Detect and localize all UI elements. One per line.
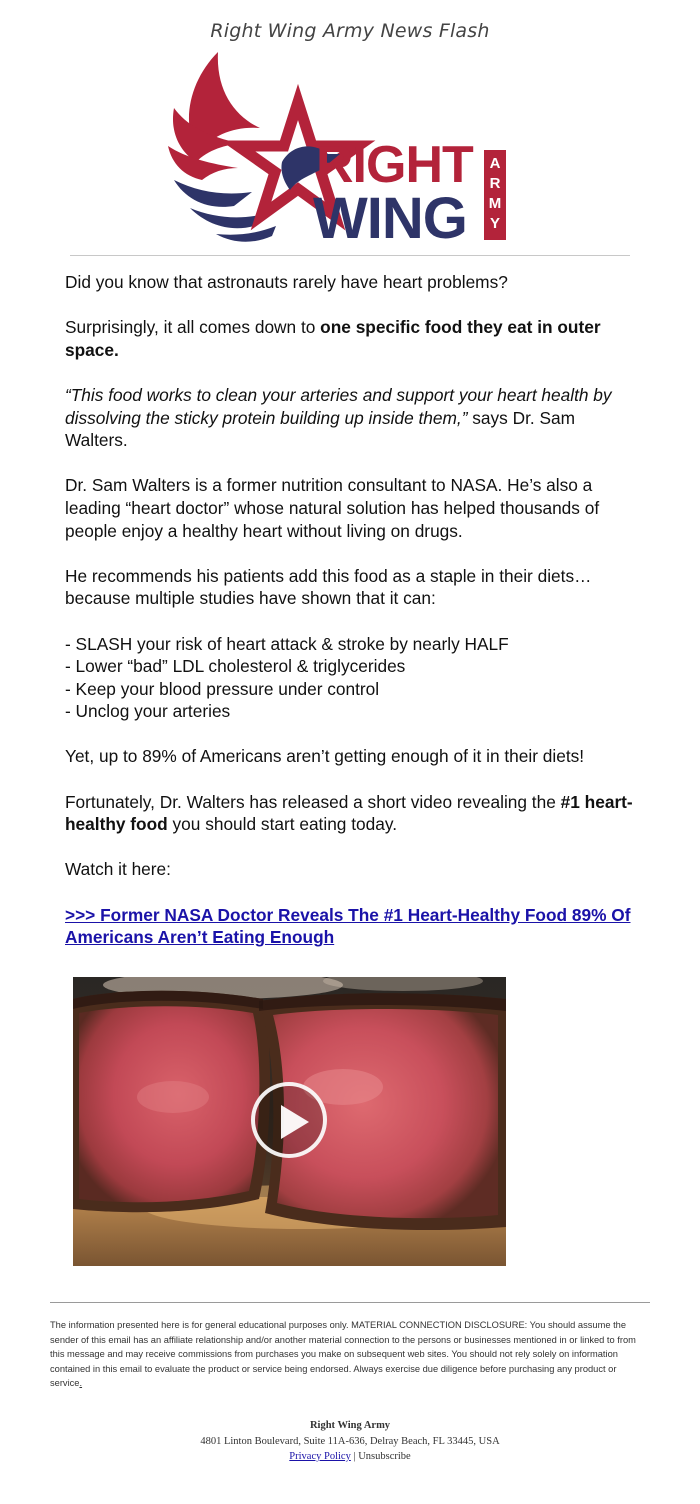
wing-feather-navy-3: [216, 226, 276, 242]
paragraph-quote: [65, 384, 640, 452]
unsubscribe-link[interactable]: Unsubscribe: [358, 1451, 411, 1463]
logo-word-right: RIGHT: [316, 136, 473, 194]
benefit-item: - Lower “bad” LDL cholesterol & triglycerides: [65, 656, 406, 677]
benefit-item: - Unclog your arteries: [65, 701, 231, 722]
video-intro-tail: you should start eating today.: [167, 814, 398, 835]
privacy-policy-link[interactable]: Privacy Policy: [289, 1451, 351, 1463]
footer-links: [0, 1449, 700, 1465]
play-icon: [281, 1105, 309, 1139]
paragraph-statistic: Yet, up to 89% of Americans aren’t getting enough of it in their diets!: [65, 746, 585, 767]
cta-link[interactable]: >>> Former NASA Doctor Reveals The #1 Heart-Healthy Food 89% Of Americans Aren’t Eating Enough: [65, 904, 631, 948]
footer-divider: [50, 1302, 650, 1303]
footer-link-separator: |: [350, 1451, 359, 1463]
footer-address: 4801 Linton Boulevard, Suite 11A-636, Delray Beach, FL 33445, USA: [200, 1435, 500, 1447]
quote-attribution: says Dr. Sam Walters.: [65, 407, 576, 451]
army-letter-a: A: [489, 155, 501, 172]
benefit-item: - SLASH your risk of heart attack & stroke by nearly HALF: [65, 633, 509, 654]
benefits-list: [65, 633, 640, 723]
paragraph-video-intro: [65, 791, 640, 836]
email-body: [65, 271, 640, 971]
hook-bold: one specific food they eat in outer space.: [65, 317, 601, 360]
army-letter-m: M: [488, 195, 502, 212]
paragraph-recommendation: He recommends his patients add this food as a staple in their diets… because multiple studies have shown that it can:: [65, 565, 592, 609]
video-thumbnail[interactable]: [73, 977, 506, 1266]
header-divider: [70, 255, 630, 256]
play-button[interactable]: [251, 1082, 327, 1158]
army-letter-y: Y: [489, 215, 501, 232]
quote-text: “This food works to clean your arteries and support your heart health by dissolving the sticky protein building up inside them,”: [65, 384, 612, 428]
disclaimer: [50, 1318, 650, 1391]
disclaimer-trailing-link[interactable]: .: [79, 1378, 83, 1389]
right-wing-army-logo[interactable]: [168, 50, 518, 246]
cta-paragraph: [65, 904, 640, 949]
video-intro-lead: Fortunately, Dr. Walters has released a short video revealing the: [65, 791, 561, 812]
newsletter-title: Right Wing Army News Flash: [210, 20, 490, 42]
paragraph-intro: Did you know that astronauts rarely have heart problems?: [65, 272, 508, 292]
footer: [0, 1418, 700, 1465]
disclaimer-text: The information presented here is for general educational purposes only. MATERIAL CONNECTION DISCLOSURE: You should assume the sender of this email has an affiliate relationship and/or another material connection to the persons or businesses mentioned in or linked to from this message and may receive commissions from purchases you make on subsequent web sites. You should not rely solely on information contained in this email to evaluate the product or service being endorsed. Always exercise due diligence before purchasing any product or service: [50, 1320, 636, 1389]
video-intro-bold: #1 heart-healthy food: [65, 791, 633, 835]
logo-word-wing: WING: [313, 186, 467, 246]
wing-feather-navy-1: [174, 180, 252, 207]
paragraph-watch: Watch it here:: [65, 859, 171, 880]
paragraph-doctor-bio: Dr. Sam Walters is a former nutrition consultant to NASA. He’s also a leading “heart doctor” whose natural solution has helped thousands of people enjoy a healthy heart without living on drugs.: [65, 475, 600, 541]
hook-text: Surprisingly, it all comes down to: [65, 317, 321, 338]
benefit-item: - Keep your blood pressure under control: [65, 678, 380, 699]
footer-company-name: Right Wing Army: [309, 1420, 391, 1431]
army-letter-r: R: [489, 175, 501, 192]
paragraph-hook: [65, 316, 640, 361]
